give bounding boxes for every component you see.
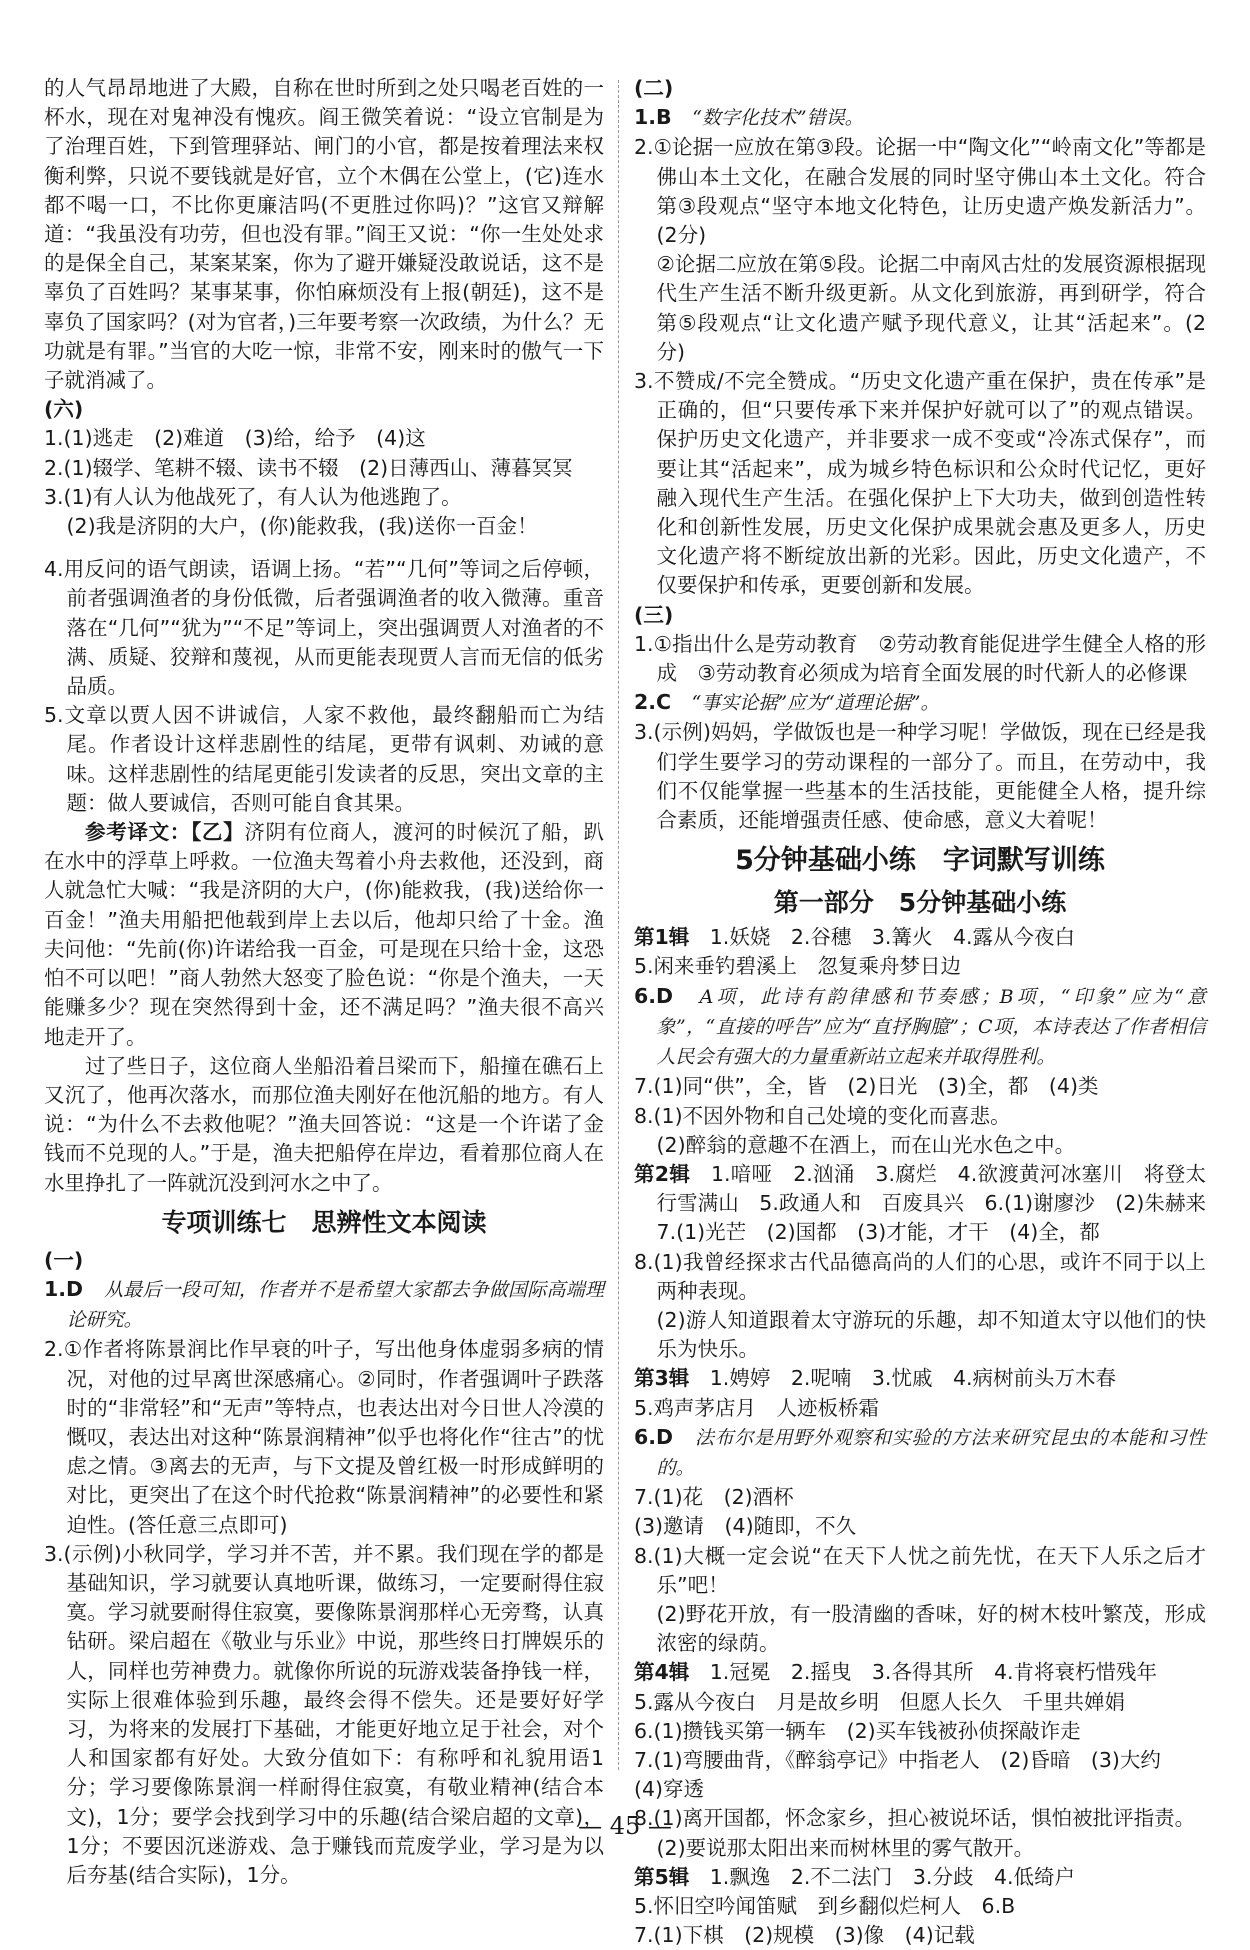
set-1-line-a bbox=[634, 923, 1206, 952]
set-1-answer-5: 5.闲来垂钓碧溪上 忽复乘舟梦日边 bbox=[634, 954, 962, 979]
set-1-answer-6 bbox=[634, 982, 1206, 1073]
set-3-answer-8b: (2)野花开放，有一股清幽的香味，好的树木枝叶繁茂，形成浓密的绿荫。 bbox=[656, 1601, 1206, 1656]
set-3-answer-8a: 8.(1)大概一定会说“在天下人忧之前先忧，在天下人乐之后才乐”吧！ bbox=[634, 1543, 1206, 1597]
set-2-label: 第2辑 bbox=[634, 1161, 691, 1186]
answer-2-1-num: 1.B bbox=[634, 105, 672, 130]
answer-2-2b: ②论据二应放在第⑤段。论据二中南风古灶的发展资源根据现代生产生活不断升级更新。从文化到旅游，再到研学，符合第⑤段观点“让文化遗产赋予现代意义，让其“活起来”。(2分) bbox=[656, 252, 1206, 364]
set-5-label: 第5辑 bbox=[634, 1864, 690, 1889]
section-heading-training-7: 专项训练七 思辨性文本阅读 bbox=[161, 1207, 487, 1237]
answer-2-1 bbox=[634, 103, 1206, 133]
set-1-answer-7: 7.(1)同“供”，全，皆 (2)日光 (3)全，都 (4)类 bbox=[634, 1074, 1099, 1099]
set-2-answers: 1.喑哑 2.汹涌 3.腐烂 4.欲渡黄河冰塞川 将登太行雪满山 5.政通人和 百废具兴 6.(1)谢廖沙 (2)朱赫来 7.(1)光芒 (2)国都 (3)才能，才干 (4)全，都 bbox=[656, 1161, 1227, 1245]
answer-3-2 bbox=[634, 688, 1206, 718]
answer-1-2: 2.①作者将陈景润比作早衰的叶子，写出他身体虚弱多病的情况，对他的过早离世深感痛心。②同时，作者强调叶子跌落时的“非常轻”和“无声”等特点，也表达出对今日世人冷漠的慨叹，表达出对这种“陈景润精神”似乎也将化作“往古”的忧虑之情。③离去的无声，与下文提及曾红极一时形成鲜明的对比，更突出了在这个时代抢救“陈景润精神”的必要性和紧迫性。(答任意三点即可) bbox=[44, 1337, 604, 1537]
set-1-answer-8b: (2)醉翁的意趣不在酒上，而在山光水色之中。 bbox=[656, 1132, 1076, 1157]
answer-6-3a: 3.(1)有人认为他战死了，有人认为他逃跑了。 bbox=[44, 484, 462, 509]
section-3-heading: (三) bbox=[634, 602, 674, 627]
section-2-heading: (二) bbox=[634, 76, 674, 100]
set-3-line-a bbox=[634, 1364, 1206, 1393]
set-3-answer-7a: 7.(1)花 (2)酒杯 bbox=[634, 1485, 794, 1510]
set-5-answers: 1.飘逸 2.不二法门 3.分歧 4.低绮户 bbox=[709, 1864, 1076, 1889]
reference-text-2: 过了些日子，这位商人坐船沿着吕梁而下，船撞在礁石上又沉了，他再次落水，而那位渔夫刚好在他沉船的地方。有人说：“为什么不去救他呢？”渔夫回答说：“这是一个许诺了金钱而不兑现的人。”于是，渔夫把船停在岸边，看着那位商人在水里挣扎了一阵就沉没到河水之中了。 bbox=[44, 1053, 604, 1195]
answer-6-5: 5.文章以贾人因不讲诚信，人家不救他，最终翻船而亡为结尾。作者设计这样悲剧性的结尾，更带有讽刺、劝诫的意味。这样悲剧性的结尾更能引发读者的反思，突出文章的主题：做人要诚信，否则可能自食其果。 bbox=[44, 703, 604, 815]
set-2-answer-8b: (2)游人知道跟着太守游玩的乐趣，却不知道太守以他们的快乐为快乐。 bbox=[656, 1307, 1206, 1362]
set-3-answer-6-num: 6.D bbox=[634, 1424, 674, 1449]
set-5-answer-7: 7.(1)下棋 (2)规模 (3)像 (4)记载 bbox=[634, 1923, 975, 1948]
answer-3-3: 3.(示例)妈妈，学做饭也是一种学习呢！学做饭，现在已经是我们学生要学习的劳动课程的一部分了。而且，在劳动中，我们不仅能掌握一些基本的生活技能，更能健全人格，提升综合素质，还能增强责任感、使命感，意义大着呢！ bbox=[634, 720, 1206, 833]
section-6-heading: (六) bbox=[44, 397, 84, 422]
set-3-answer-7b: (3)邀请 (4)随即，不久 bbox=[634, 1514, 857, 1539]
page-number: — 45 — bbox=[578, 1812, 672, 1840]
set-1-answer-6-num: 6.D bbox=[634, 983, 674, 1008]
answer-3-1: 1.①指出什么是劳动教育 ②劳动教育能促进学生健全人格的形成 ③劳动教育必须成为培育全面发展的时代新人的必修课 bbox=[634, 631, 1206, 686]
set-3-answers: 1.娉婷 2.呢喃 3.忧戚 4.病树前头万木春 bbox=[709, 1366, 1117, 1391]
answer-2-1-text: “数字化技术”错误。 bbox=[692, 107, 864, 130]
set-4-line-a bbox=[634, 1658, 1206, 1687]
set-1-answer-8a: 8.(1)不因外物和自己处境的变化而喜悲。 bbox=[634, 1103, 1011, 1128]
set-3-label: 第3辑 bbox=[634, 1366, 690, 1391]
set-1-label: 第1辑 bbox=[634, 925, 690, 950]
set-5-answer-5: 5.怀旧空吟闻笛赋 到乡翻似烂柯人 6.B bbox=[634, 1893, 1016, 1918]
answer-1-1-text: 从最后一段可知，作者并不是希望大家都去争做国际高端理论研究。 bbox=[66, 1278, 604, 1332]
answer-6-3b: (2)我是济阴的大户，(你)能救我，(我)送你一百金！ bbox=[66, 514, 538, 539]
set-4-answer-8b: (2)要说那太阳出来而树林里的雾气散开。 bbox=[656, 1835, 1035, 1860]
set-2-line-a bbox=[634, 1160, 1227, 1248]
answer-6-1: 1.(1)逃走 (2)难道 (3)给，给予 (4)这 bbox=[44, 426, 426, 451]
reference-translation bbox=[44, 818, 604, 1052]
answer-1-3: 3.(示例)小秋同学，学习并不苦，并不累。我们现在学的都是基础知识，学习就要认真地听课，做练习，一定要耐得住寂寞。学习就要耐得住寂寞，要像陈景润那样心无旁骛，认真钻研。梁启超在《敬业与乐业》中说，那些终日打牌娱乐的人，同样也劳神费力。就像你所说的玩游戏装备挣钱一样，实际上很难体验到乐趣，最终会得不偿失。还是要好好学习，为将来的发展打下基础，才能更好地立足于社会，对个人和国家都有好处。大致分值如下：有称呼和礼貌用语1分；学习要像陈景润一样耐得住寂寞，有敬业精神(结合本文)，1分；要学会找到学习中的乐趣(结合梁启超的文章)，1分；不要因沉迷游戏、急于赚钱而荒废学业，学习是为以后夯基(结合实际)，1分。 bbox=[44, 1541, 604, 1887]
set-4-answer-8a: 8.(1)离开国都，怀念家乡，担心被说坏话，惧怕被批评指责。 bbox=[634, 1806, 1196, 1831]
part-heading: 第一部分 5分钟基础小练 bbox=[773, 888, 1067, 918]
section-1-heading: (一) bbox=[44, 1247, 84, 1272]
spacer bbox=[44, 541, 604, 555]
set-2-answer-8a: 8.(1)我曾经探求古代品德高尚的人们的心思，或许不同于以上两种表现。 bbox=[634, 1249, 1206, 1303]
set-3-answer-6 bbox=[634, 1423, 1206, 1483]
main-heading: 5分钟基础小练 字词默写训练 bbox=[735, 845, 1105, 877]
answer-1-1 bbox=[44, 1275, 604, 1335]
translation-continued: 的人气昂昂地进了大殿，自称在世时所到之处只喝老百姓的一杯水，现在对鬼神没有愧疚。阎王微笑着说：“设立官制是为了治理百姓，下到管理驿站、闸门的小官，都是按着理法来权衡利弊，只说不要钱就是好官，立个木偶在公堂上，(它)连水都不喝一口，不比你更廉洁吗(不更胜过你吗)？”这官又辩解道：“我虽没有功劳，但也没有罪。”阎王又说：“你一生处处求的是保全自己，某案某案，你为了避开嫌疑没敢说话，这不是辜负了百姓吗？某事某事，你怕麻烦没有上报(朝廷)，这不是辜负了国家吗？(对为官者，)三年要考察一次政绩，为什么？无功就是有罪。”当官的大吃一惊，非常不安，刚来时的傲气一下子就消减了。 bbox=[44, 76, 604, 393]
answer-6-2: 2.(1)辍学、笔耕不辍、读书不辍 (2)日薄西山、薄暮冥冥 bbox=[44, 455, 573, 480]
set-1-answer-6-text: A项，此诗有韵律感和节奏感；B项，“印象”应为“意象”，“直接的呼告”应为“直抒胸臆”；C项，本诗表达了作者相信人民会有强大的力量重新站立起来并取得胜利。 bbox=[656, 985, 1207, 1069]
set-4-answer-7b: (4)穿透 bbox=[634, 1777, 705, 1802]
reference-text-1: 济阴有位商人，渡河的时候沉了船，趴在水中的浮草上呼救。一位渔夫驾着小舟去救他，还没到，商人就急忙大喊：“我是济阴的大户，(你)能救我，(我)送给你一百金！”渔夫用船把他载到岸上去以后，他却只给了十金。渔夫问他：“先前(你)许诺给我一百金，可是现在只给十金，这恐怕不可以吧！”商人勃然大怒变了脸色说：“你是个渔夫，一天能赚多少？现在突然得到十金，还不满足吗？”渔夫很不高兴地走开了。 bbox=[44, 820, 605, 1049]
answer-6-4: 4.用反问的语气朗读，语调上扬。“若”“几何”等词之后停顿，前者强调渔者的身份低微，后者强调渔者的收入微薄。重音落在“几何”“犹为”“不足”等词上，突出强调贾人对渔者的不满、质疑、狡辩和蔑视，从而更能表现贾人言而无信的低劣品质。 bbox=[44, 557, 604, 699]
set-3-answer-5: 5.鸡声茅店月 人迹板桥霜 bbox=[634, 1395, 880, 1420]
set-4-answer-7a: 7.(1)弯腰曲背，《醉翁亭记》中指老人 (2)昏暗 (3)大约 bbox=[634, 1747, 1161, 1772]
set-1-answers: 1.妖娆 2.谷穗 3.篝火 4.露从今夜白 bbox=[709, 925, 1076, 950]
set-4-answers: 1.冠冕 2.摇曳 3.各得其所 4.肯将衰朽惜残年 bbox=[709, 1660, 1158, 1685]
reference-label: 参考译文：【乙】 bbox=[85, 820, 245, 845]
set-5-line-a bbox=[634, 1863, 1206, 1892]
answer-3-2-num: 2.C bbox=[634, 690, 672, 715]
set-4-answer-5: 5.露从今夜白 月是故乡明 但愿人长久 千里共婵娟 bbox=[634, 1689, 1126, 1714]
set-4-answer-6: 6.(1)攒钱买第一辆车 (2)买车钱被孙侦探敲诈走 bbox=[634, 1718, 1081, 1743]
set-3-answer-6-text: 法布尔是用野外观察和实验的方法来研究昆虫的本能和习性的。 bbox=[656, 1426, 1206, 1479]
answer-2-2a: 2.①论据一应放在第③段。论据一中“陶文化”“岭南文化”等都是佛山本土文化，在融合发展的同时坚守佛山本土文化。符合第③段观点“坚守本地文化特色，让历史遗产焕发新活力”。(2分) bbox=[634, 135, 1206, 248]
left-column bbox=[44, 74, 604, 1890]
answer-2-3: 3.不赞成/不完全赞成。“历史文化遗产重在保护，贵在传承”是正确的，但“只要传承下来并保护好就可以了”的观点错误。保护历史文化遗产，并非要求一成不变或“冷冻式保存”，而要让其“活起来”，成为城乡特色标识和公众时代记忆，更好融入现代生产生活。在强化保护上下大功夫，做到创造性转化和创新性发展，历史文化保护成果就会惠及更多人，历史文化遗产将不断绽放出新的光彩。因此，历史文化遗产，不仅要保护和传承，更要创新和发展。 bbox=[634, 369, 1206, 598]
answer-3-2-text: “事实论据”应为“道理论据”。 bbox=[691, 692, 940, 715]
set-4-label: 第4辑 bbox=[634, 1660, 690, 1685]
answer-1-1-num: 1.D bbox=[44, 1276, 84, 1301]
column-divider bbox=[618, 80, 619, 1770]
right-column bbox=[634, 74, 1227, 1950]
